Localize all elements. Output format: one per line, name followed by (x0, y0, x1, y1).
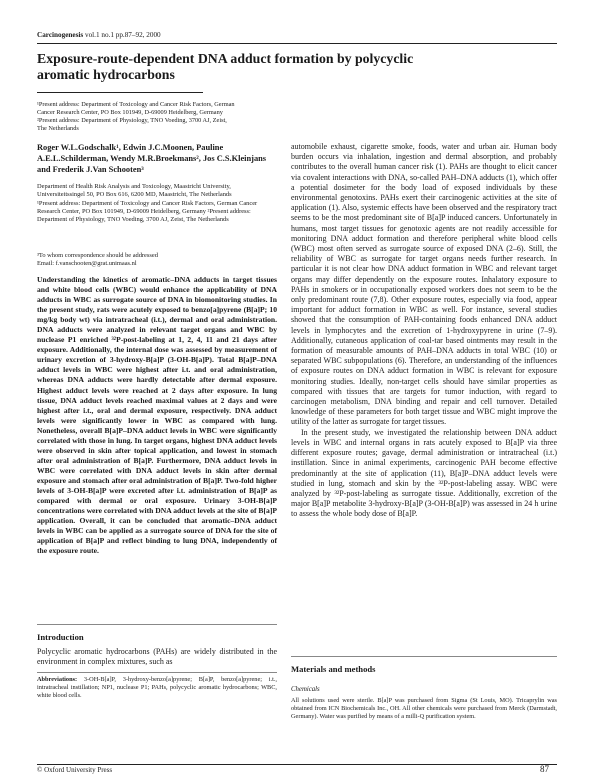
journal-citation (37, 31, 161, 39)
journal-name: Carcinogenesis (37, 31, 84, 39)
title-rule (37, 92, 203, 93)
affiliation-block (37, 183, 277, 224)
body-paragraph-1: automobile exhaust, cigarette smoke, foods, water and urban air. Human body burden occurs via inhalation, ingestion and dermal absorption, and probably contributes to the overall human cancer risk (1). PAHs are thought to elicit cancer via covalent interactions with DNA, so-called PAH–DNA adducts (1), which offer a potential dosimeter for the body load of exposed individuals by these environmental genotoxins. PAHs exert their carcinogenic activities at the site of application (1). Also, systemic effects have been observed and the respiratory tract seems to be the most predominant site of B[a]P induced cancers. Unfortunately in humans, most target tissues for genotoxic agents are not readily accessible for monitoring DNA adduct formation and therefore peripheral white blood cells (WBC) most often served as surrogate source of exposed DNA (2–6). Still, the reliability of WBC as surrogate for target organs needs further research. In particular it is not clear how DNA adduct formation in WBC and relevant target organs may differ dependently on the exposure routes. Inhalatory exposure to PAHs in smokers or in occupationally exposed workers does not seem to be the only predominant route (7,8). Other exposure routes, especially via food, appear important for adduct formation in WBC as well. For instance, several studies showed that the consumption of PAH-containing foods enhanced DNA adduct levels in lymphocytes and the excretion of 1-hydroxypyrene in urine (7–9). Additionally, cutaneous application of coal-tar based ointments may result in the formation of measurable amounts of PAH–DNA adducts in total WBC (10) or separated WBC subpopulations (6). Therefore, an understanding of the influences of exposure routes on DNA adduct formation in WBC is relevant for exposure monitoring studies. Ideally, non-target cells should have similar properties as compared with tissues that are targets for tumor induction, with regard to carcinogen metabolism, DNA binding and repair and cell turnover. Detailed knowledge of these parameters for both target tissue and WBC might improve the utility of the latter as surrogate for target tissues. (291, 142, 557, 427)
methods-heading: Materials and methods (291, 664, 376, 674)
abbreviations-footnote (37, 676, 277, 700)
intro-rule (37, 624, 277, 625)
chemicals-text: All solutions used were sterile. B[a]P was purchased from Sigma (St Louis, MO). Tricaprylin was obtained from ICN Biochemicals Inc., OH. All other chemicals were purchased from Merck (Darmstadt, Germany). Water was purified by means of a milli-Q purification system. (291, 697, 557, 721)
body-paragraph-2: In the present study, we investigated the relationship between DNA adduct levels in WBC and internal organs in rats acutely exposed to B[a]P via three different exposure routes; gavage, dermal administration or intratracheal (i.t.) instillation. Since in animal experiments, carcinogenic PAH become effective predominantly at the site of application (11), B[a]P–DNA adduct levels were studied in lung, stomach and skin by the ³²P-post-labeling assay. WBC were analyzed by ³²P-post-labeling as surrogate tissue. Additionally, excretion of the major B[a]P metabolite 3-hydroxy-B[a]P (3-OH-B[a]P) was assessed in 24 h urine to assess the whole body dose of B[a]P. (291, 427, 557, 519)
correspondence-note: ³To whom correspondence should be addressed (37, 252, 158, 259)
page-number: 87 (540, 764, 549, 774)
abbreviations-label: Abbreviations: (37, 676, 78, 683)
footer-rule (37, 764, 557, 765)
introduction-text: Polycyclic aromatic hydrocarbons (PAHs) are widely distributed in the environment in complex mixtures, such as (37, 647, 277, 667)
article-title: Exposure-route-dependent DNA adduct formation by polycyclic aromatic hydrocarbons (37, 51, 414, 82)
present-addresses: ¹Present address: Department of Toxicology and Cancer Risk Factors, German Cancer Research Center, PO Box 101949, D-69009 Heidelberg, Germany ²Present address: Department of Physiology, TNO Voeding, 3700 AJ, Zeist, The Netherlands (37, 199, 258, 224)
affiliation: Department of Health Risk Analysis and Toxicology, Maastricht University, Universiteitssingel 50, PO Box 616, 6200 MD, Maastricht, The Netherlands (37, 183, 232, 199)
header-rule (37, 43, 557, 44)
abbreviations-rule (37, 672, 277, 673)
body-right-column (291, 142, 557, 520)
chemicals-subheading: Chemicals (291, 686, 320, 693)
email-address[interactable]: Email: f.vanschooten@grat.unimaas.nl (37, 260, 137, 268)
copyright-notice: © Oxford University Press (37, 766, 113, 774)
methods-rule (291, 656, 557, 657)
author-list: Roger W.L.Godschalk¹, Edwin J.C.Moonen, Pauline A.E.L.Schilderman, Wendy M.R.Broekmans², Jos C.S.Kleinjans and Frederik J.Van Schooten³ (37, 143, 267, 174)
correspondence-block (37, 252, 277, 268)
present-address-text: ¹Present address: Department of Toxicology and Cancer Risk Factors, German Cancer Research Center, PO Box 101949, D-69009 Heidelberg, Germany ²Present address: Department of Physiology, TNO Voeding, 3700 AJ, Zeist, The Netherlands (37, 101, 235, 132)
introduction-heading: Introduction (37, 632, 84, 642)
abstract: Understanding the kinetics of aromatic–DNA adducts in target tissues and white blood cells (WBC) would enhance the applicability of DNA adducts in WBC as surrogate source of DNA in biomonitoring studies. In the present study, rats were acutely exposed to benzo[a]pyrene (B[a]P; 10 mg/kg body wt) via intratracheal (i.t.), dermal and oral administration. DNA adducts were analyzed in relevant target organs and WBC by nuclease P1 enriched ³²P-post-labeling at 1, 2, 4, 11 and 21 days after exposure. Additionally, the internal dose was assessed by measurement of urinary excretion of 3-hydroxy-B[a]P (3-OH-B[a]P). Total B[a]P–DNA adduct levels in WBC were highest after i.t. and oral administration, whereas DNA adducts were hardly detectable after dermal exposure. Highest adduct levels were reached at 2 days after exposure. In lung tissue, DNA adduct levels reached maximal values at 2 days and were highest after i.t., oral and dermal exposure, respectively. DNA adduct levels were significantly lower in WBC as compared with lung. Nonetheless, overall B[a]P–DNA adduct levels in WBC were significantly correlated with those in lung. In target organs, highest DNA adduct levels were observed in skin after topical application, and lowest in stomach after oral administration of B[a]P. Furthermore, DNA adduct levels in WBC were correlated with DNA adduct levels in skin after dermal exposure and stomach after oral administration of B[a]P. Two-fold higher levels of 3-OH-B[a]P were excreted after i.t. administration of B[a]P as compared with dermal or oral exposure. Urinary 3-OH-B[a]P concentrations were correlated with DNA adduct levels at the site of B[a]P application. Overall, it can be concluded that aromatic–DNA adduct levels in WBC can be applied as a surrogate source of DNA for the site of application of B[a]P and reflect binding to lung DNA, independently of the exposure route. (37, 275, 277, 556)
abbreviations-text: 3-OH-B[a]P, 3-hydroxy-benzo[a]pyrene; B[a]P, benzo[a]pyrene; i.t., intratracheal instillation; NP1, nuclease P1; PAHs, polycyclic aromatic hydrocarbons; WBC, white blood cells. (37, 676, 277, 700)
citation-details: vol.1 no.1 pp.87–92, 2000 (83, 31, 161, 39)
present-address-footnote (37, 101, 237, 133)
